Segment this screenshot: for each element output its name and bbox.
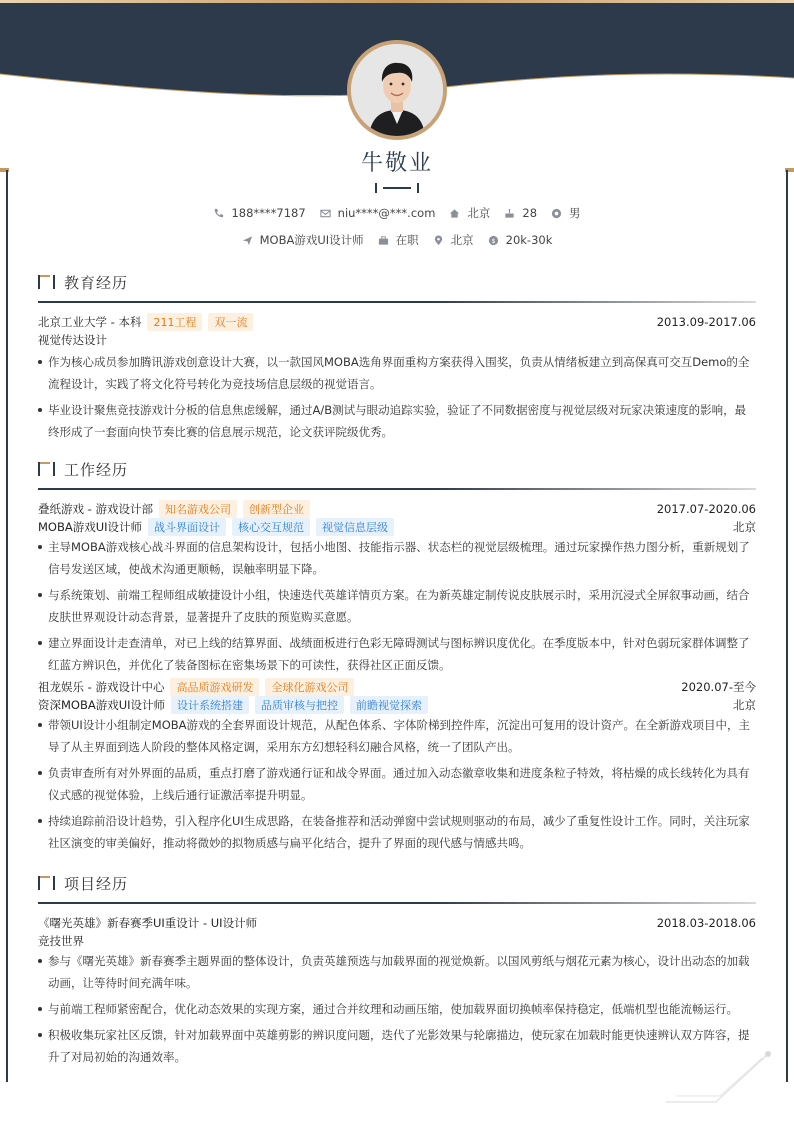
name-divider <box>375 183 419 193</box>
major-text: 视觉传达设计 <box>38 333 107 347</box>
age-item <box>504 206 537 220</box>
cake-icon <box>504 208 515 219</box>
salary-text: 20k-30k <box>505 233 553 247</box>
project-org <box>38 932 756 950</box>
job-bullets <box>38 714 756 854</box>
job-date: 2017.07-2020.06 <box>656 502 756 516</box>
project-section <box>38 872 756 1072</box>
contact-row <box>0 205 794 221</box>
section-rule <box>38 488 756 490</box>
section-mark-icon <box>38 876 56 890</box>
company-tag: 全球化游戏公司 <box>265 678 354 696</box>
role-tag: 前瞻视觉探索 <box>350 696 428 714</box>
section-mark-icon <box>38 275 56 289</box>
role-tag: 设计系统搭建 <box>171 696 249 714</box>
role-tag: 视觉信息层级 <box>316 518 394 536</box>
job-target-text: MOBA游戏UI设计师 <box>259 233 364 247</box>
section-title: 项目经历 <box>64 874 129 893</box>
corner-decoration <box>656 1050 776 1106</box>
education-head <box>38 313 756 331</box>
job-city: 北京 <box>733 698 756 712</box>
candidate-name: 牛敬业 <box>360 151 433 176</box>
list-item: 作为核心成员参加腾讯游戏创意设计大赛，以一款国风MOBA选角界面重构方案获得入围奖，负责从情绪板建立到高保真可交互Demo的全流程设计，实践了将文化符号转化为竞技场信息层级的视觉语言。 <box>38 351 756 395</box>
company-line: 叠纸游戏 - 游戏设计部 <box>38 502 153 516</box>
section-mark-icon <box>38 462 56 476</box>
location-text: 北京 <box>467 206 491 220</box>
phone-text: 188****7187 <box>231 206 306 220</box>
pin-icon <box>433 235 444 246</box>
job-target-item <box>242 232 364 248</box>
home-icon <box>449 208 460 219</box>
avatar <box>347 40 447 140</box>
education-bullets <box>38 351 756 443</box>
job-role-row <box>38 696 756 714</box>
email-item <box>320 206 436 220</box>
location-item <box>449 205 490 221</box>
school-tag: 双一流 <box>208 313 253 331</box>
section-header <box>38 458 756 480</box>
job-role-row <box>38 518 756 536</box>
list-item: 主导MOBA游戏核心战斗界面的信息架构设计，包括小地图、技能指示器、状态栏的视觉层级梳理。通过玩家操作热力图分析，重新规划了信号发送区域，使战术沟通更顺畅，误触率明显下降。 <box>38 536 756 580</box>
briefcase-icon <box>378 235 389 246</box>
send-icon <box>242 235 253 246</box>
company-line: 祖龙娱乐 - 游戏设计中心 <box>38 680 165 694</box>
mail-icon <box>320 208 331 219</box>
list-item: 带领UI设计小组制定MOBA游戏的全套界面设计规范，从配色体系、字体阶梯到控件库，沉淀出可复用的设计资产。在全新游戏项目中，主导了从主界面到选人阶段的整体风格定调，采用东方幻想轻科幻融合风格，统一了团队产出。 <box>38 714 756 758</box>
school-line: 北京工业大学 - 本科 <box>38 315 142 329</box>
job-date: 2020.07-至今 <box>681 680 756 694</box>
svg-text:$: $ <box>491 236 496 245</box>
section-header <box>38 271 756 293</box>
job-head <box>38 500 756 518</box>
job-bullets <box>38 536 756 676</box>
project-org-text: 竞技世界 <box>38 934 84 948</box>
salary-item <box>488 233 553 247</box>
project-name: 《曙光英雄》新春赛季UI重设计 - UI设计师 <box>38 916 258 930</box>
education-date: 2013.09-2017.06 <box>656 315 756 329</box>
section-header <box>38 872 756 894</box>
list-item: 与前端工程师紧密配合，优化动态效果的实现方案，通过合并纹理和动画压缩，使加载界面切换帧率保持稳定，低端机型也能流畅运行。 <box>38 998 756 1020</box>
list-item: 毕业设计聚焦竞技游戏计分板的信息焦虑缓解，通过A/B测试与眼动追踪实验，验证了不同数据密度与视觉层级对玩家决策速度的影响，最终形成了一套面向快节奏比赛的信息展示规范，论文获评院级优秀。 <box>38 399 756 443</box>
project-head <box>38 914 756 932</box>
job-entry <box>38 678 756 854</box>
section-rule <box>38 301 756 303</box>
left-border <box>6 170 8 1082</box>
company-tag: 高品质游戏研发 <box>170 678 259 696</box>
job-head <box>38 678 756 696</box>
email-text: niu****@***.com <box>337 206 436 220</box>
gender-icon <box>551 208 562 219</box>
company-tag: 创新型企业 <box>243 500 310 518</box>
phone-item <box>213 206 305 220</box>
role-tag: 品质审核与把控 <box>255 696 344 714</box>
job-entry <box>38 500 756 676</box>
job-role: MOBA游戏UI设计师 <box>38 520 143 534</box>
major <box>38 331 756 349</box>
list-item: 负责审查所有对外界面的品质，重点打磨了游戏通行证和战令界面。通过加入动态徽章收集和进度条粒子特效，将枯燥的成长线转化为具有仪式感的视觉体验，上线后通行证激活率提升明显。 <box>38 762 756 806</box>
list-item: 参与《曙光英雄》新春赛季主题界面的整体设计，负责英雄预选与加载界面的视觉焕新。以国风剪纸与烟花元素为核心，设计出动态的加载动画，让等待时间充满年味。 <box>38 950 756 994</box>
list-item: 与系统策划、前端工程师组成敏捷设计小组，快速迭代英雄详情页方案。在为新英雄定制传说皮肤展示时，采用沉浸式全屏叙事动画，结合皮肤世界观设计动态背景，显著提升了皮肤的预览购买意愿。 <box>38 584 756 628</box>
status-text: 在职 <box>395 233 419 247</box>
list-item: 建立界面设计走查清单，对已上线的结算界面、战绩面板进行色彩无障碍测试与图标辨识度优化。在季度版本中，针对色弱玩家群体调整了红蓝方辨识色，并优化了装备图标在密集场景下的可读性，获得社区正面反馈。 <box>38 632 756 676</box>
gender-item <box>551 205 581 221</box>
job-role: 资深MOBA游戏UI设计师 <box>38 698 166 712</box>
school-tag: 211工程 <box>147 313 202 331</box>
job-city-item <box>433 232 474 248</box>
project-bullets <box>38 950 756 1068</box>
company-tag: 知名游戏公司 <box>159 500 237 518</box>
list-item: 积极收集玩家社区反馈，针对加载界面中英雄剪影的辨识度问题，迭代了光影效果与轮廓描边，使玩家在加载时能更快速辨认双方阵容，提升了对局初始的沟通效率。 <box>38 1024 756 1068</box>
role-tag: 核心交互规范 <box>232 518 310 536</box>
age-text: 28 <box>522 206 538 220</box>
job-intent-row <box>0 232 794 248</box>
status-item <box>378 232 419 248</box>
gender-text: 男 <box>569 206 581 220</box>
role-tag: 战斗界面设计 <box>148 518 226 536</box>
list-item: 持续追踪前沿设计趋势，引入程序化UI生成思路，在装备推荐和活动弹窗中尝试规则驱动的布局，减少了重复性设计工作。同时，关注玩家社区演变的审美偏好，推动将微妙的拟物质感与扁平化结合，提升了界面的现代感与情感共鸣。 <box>38 810 756 854</box>
right-border <box>786 170 788 1082</box>
job-city-text: 北京 <box>450 233 474 247</box>
person-portrait-icon <box>351 44 443 136</box>
section-title: 工作经历 <box>64 460 129 479</box>
header-gold-line <box>0 0 794 3</box>
section-title: 教育经历 <box>64 273 129 292</box>
work-section <box>38 458 756 858</box>
education-section <box>38 271 756 447</box>
project-date: 2018.03-2018.06 <box>656 916 756 930</box>
coin-icon <box>488 235 499 246</box>
job-city: 北京 <box>733 520 756 534</box>
avatar-photo <box>351 44 443 136</box>
phone-icon <box>213 208 224 219</box>
section-rule <box>38 902 756 904</box>
